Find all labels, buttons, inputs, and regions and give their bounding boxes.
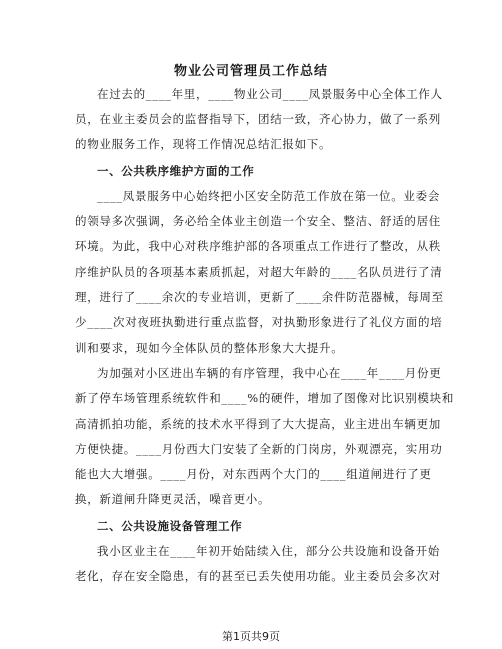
document-title: 物业公司管理员工作总结	[173, 64, 328, 79]
paragraph-line: 少____次对夜班执勤进行重点监督，对执勤形象进行了礼仪方面的培	[75, 315, 443, 329]
paragraph-line: 方便快捷。____月份西大门安装了全新的门岗房，外观漂亮，实用功	[75, 442, 443, 456]
intro-line: 的物业服务工作，现将工作情况总结汇报如下。	[75, 137, 332, 151]
paragraph-line: 换，新道闸升降更灵活，噪音更小。	[75, 492, 271, 506]
page-number: 第1页共9页	[222, 630, 280, 643]
paragraph-line: 为加强对小区进出车辆的有序管理，我中心在____年____月份更	[97, 366, 442, 380]
intro-line: 在过去的____年里，____物业公司____凤景服务中心全体工作人	[97, 87, 443, 101]
paragraph-line: 新了停车场管理系统软件和____%的硬件，增加了图像对比识别模块和	[75, 391, 455, 405]
paragraph-line: 环境。为此，我中心对秩序维护部的各项重点工作进行了整改，从秩	[75, 239, 441, 253]
paragraph-line: 老化，存在安全隐患，有的甚至已丢失使用功能。业主委员会多次对	[75, 569, 441, 583]
paragraph-line: 高清抓拍功能，系统的技术水平得到了大大提高，业主进出车辆更加	[75, 417, 441, 431]
paragraph-line: 的领导多次强调，务必给全体业主创造一个安全、整洁、舒适的居住	[75, 214, 441, 228]
paragraph-line: 能也大大增强。____月份，对东西两个大门的____组道闸进行了更	[75, 467, 432, 481]
paragraph-line: ____凤景服务中心始终把小区安全防范工作放在第一位。业委会	[97, 189, 440, 203]
section-heading: 二、公共设施设备管理工作	[97, 519, 243, 533]
section-heading: 一、公共秩序维护方面的工作	[97, 164, 255, 178]
intro-line: 员，在业主委员会的监督指导下，团结一致，齐心协力，做了一系列	[75, 112, 441, 126]
paragraph-line: 理，进行了____余次的专业培训，更新了____余件防范器械，每周至	[75, 290, 444, 304]
paragraph-line: 序维护队员的各项基本素质抓起，对超大年龄的____名队员进行了清	[75, 265, 443, 279]
paragraph-line: 训和要求，现如今全体队员的整体形象大大提升。	[75, 341, 344, 355]
paragraph-line: 我小区业主在____年初开始陆续入住，部分公共设施和设备开始	[97, 544, 440, 558]
